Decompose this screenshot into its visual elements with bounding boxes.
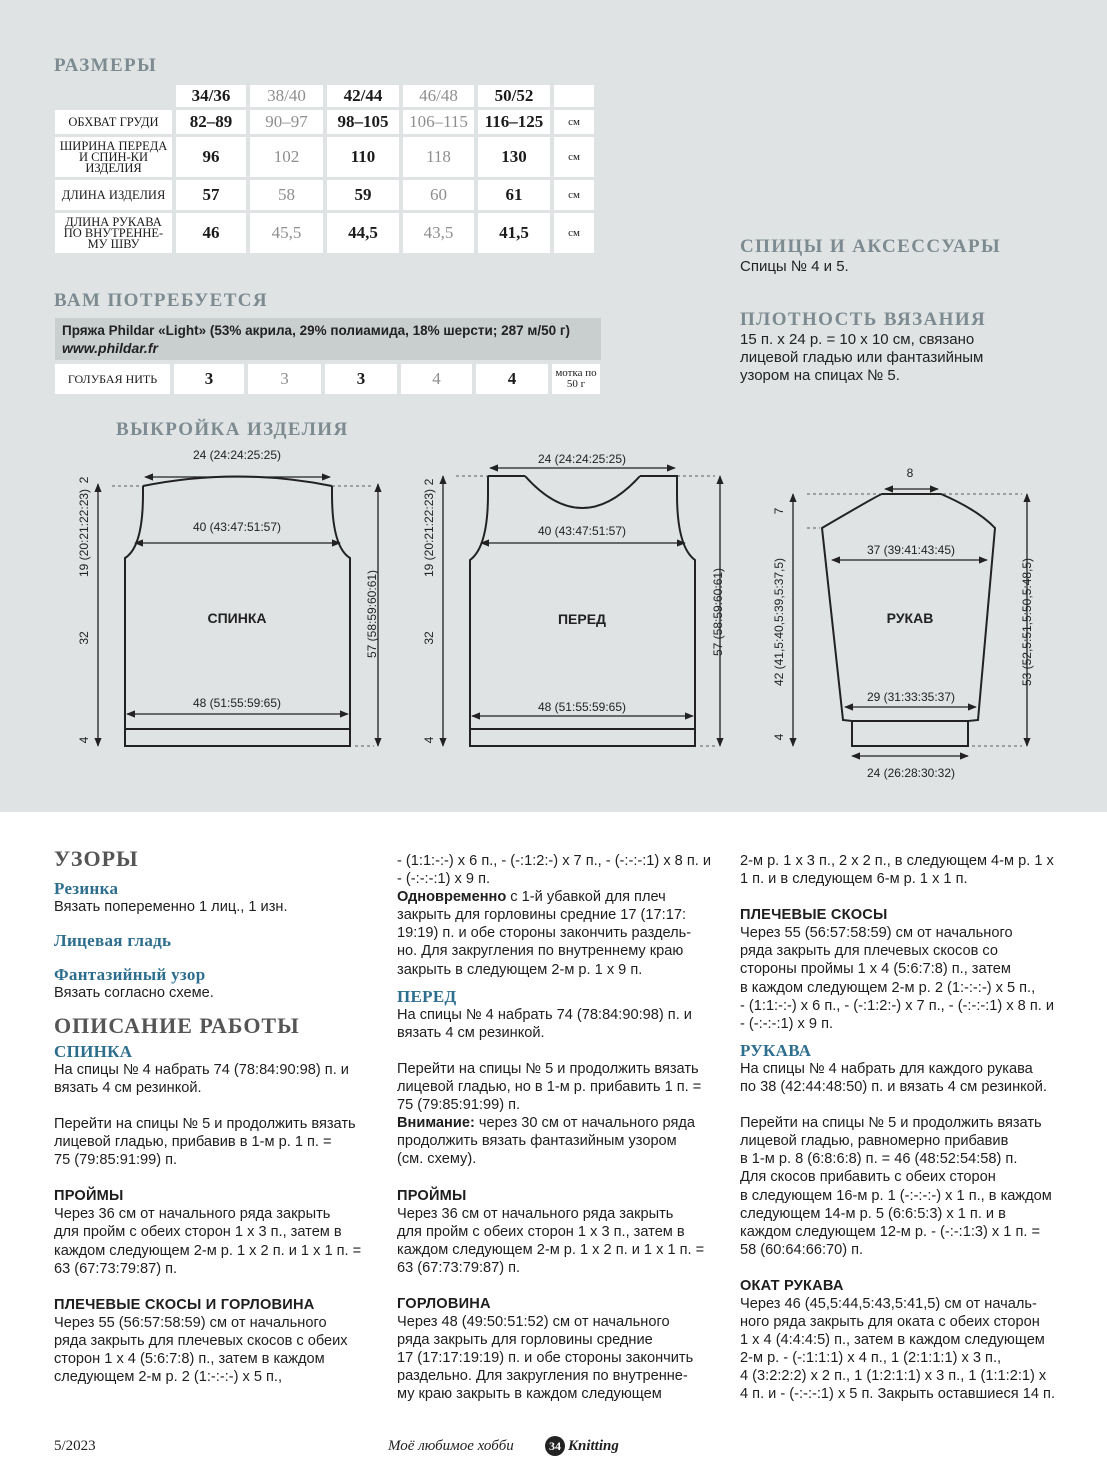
needles-title: СПИЦЫ И АКСЕССУАРЫ bbox=[740, 236, 1002, 257]
text-line: раздельно. Для закругления по внутренне- bbox=[397, 1368, 688, 1385]
text-line: 1 п. и в следующем 6-м р. 1 х 1 п. bbox=[740, 871, 968, 888]
cell: 118 bbox=[403, 137, 474, 177]
proimy-title: ПРОЙМЫ bbox=[397, 1187, 467, 1204]
text-line: ряда закрыть для плечевых скосов с обеих bbox=[54, 1332, 348, 1349]
sizes-title: РАЗМЕРЫ bbox=[54, 55, 158, 76]
needles-text: Спицы № 4 и 5. bbox=[740, 258, 849, 275]
section-opisanie: ОПИСАНИЕ РАБОТЫ bbox=[54, 1012, 300, 1038]
text-line: в каждом следующем 2-м р. 2 (1:-:-:-) х 5 п., bbox=[740, 979, 1036, 996]
yarn-cell: 4 bbox=[476, 364, 548, 394]
pattern-diagram bbox=[0, 440, 1107, 800]
text-line: 63 (67:73:79:87) п. bbox=[54, 1260, 178, 1277]
gorlovina-title: ГОРЛОВИНА bbox=[397, 1295, 491, 1312]
cell: 59 bbox=[327, 180, 399, 210]
text-line: в 1-м р. 8 (6:8:6:8) п. = 46 (48:52:54:58) п. bbox=[740, 1151, 1018, 1168]
brand: Knitting bbox=[568, 1438, 619, 1454]
emphasis: Одновременно bbox=[397, 889, 507, 906]
column-1 bbox=[54, 846, 384, 1386]
okat-title: ОКАТ РУКАВА bbox=[740, 1277, 844, 1294]
gauge-line: узором на спицах № 5. bbox=[740, 367, 900, 384]
front-v4: 4 bbox=[422, 736, 436, 744]
text-line: вязать 4 см резинкой. bbox=[54, 1079, 202, 1096]
front-v2: 2 bbox=[422, 478, 436, 486]
cell: 110 bbox=[327, 137, 399, 177]
size-header-blank bbox=[554, 85, 594, 107]
text-line: для пройм с обеих сторон 1 х 3 п., затем в bbox=[397, 1223, 685, 1240]
text-line: - (-:-:-:1) х 9 п. bbox=[397, 871, 491, 888]
cell: 57 bbox=[176, 180, 246, 210]
text-line: Через 46 (45,5:44,5:43,5:41,5) см от началь- bbox=[740, 1295, 1037, 1312]
sleeve-name: РУКАВ bbox=[886, 610, 934, 626]
text-line: сторон 1 х 4 (5:6:7:8) п., затем в каждом bbox=[54, 1350, 325, 1367]
text-line: ряда закрыть для горловины средние bbox=[397, 1332, 653, 1349]
yarn-cell: 3 bbox=[174, 364, 244, 394]
text-line: вязать 4 см резинкой. bbox=[397, 1024, 545, 1041]
needs-title: ВАМ ПОТРЕБУЕТСЯ bbox=[54, 290, 269, 311]
sleeve-top-label: 8 bbox=[906, 466, 914, 480]
back-bottom-label: 48 (51:55:59:65) bbox=[192, 696, 282, 710]
yarn-box bbox=[55, 318, 601, 360]
text-line: лицевой гладью, но в 1-м р. прибавить 1 п. = bbox=[397, 1079, 702, 1096]
sleeve-v53: 53 (52,5:51,5:50,5:48,5) bbox=[1020, 557, 1034, 687]
cell: 43,5 bbox=[403, 213, 474, 253]
issue-date: 5/2023 bbox=[54, 1438, 96, 1454]
text-line: На спицы № 4 набрать для каждого рукава bbox=[740, 1060, 1033, 1077]
text-line: каждом следующем 12-м р. - (-:-:1:3) х 1 п. = bbox=[740, 1223, 1040, 1240]
shoulder-title: ПЛЕЧЕВЫЕ СКОСЫ bbox=[740, 907, 888, 924]
cell: 130 bbox=[478, 137, 550, 177]
fantasy-title: Фантазийный узор bbox=[54, 965, 206, 985]
unit: см bbox=[554, 180, 594, 210]
section-uzory: УЗОРЫ bbox=[54, 846, 139, 871]
sleeve-v4: 4 bbox=[772, 733, 786, 741]
cell: 61 bbox=[478, 180, 550, 210]
sleeve-v42: 42 (41,5:40,5:39,5:37,5) bbox=[772, 557, 786, 687]
text-line: закрыть для горловины средние 17 (17:17: bbox=[397, 907, 686, 924]
cell: 90–97 bbox=[250, 110, 323, 134]
back-chest-label: 40 (43:47:51:57) bbox=[192, 520, 282, 534]
yarn-link[interactable]: www.phildar.fr bbox=[62, 340, 158, 356]
cell: 116–125 bbox=[478, 110, 550, 134]
pered-title: ПЕРЕД bbox=[397, 986, 457, 1006]
text-line: 75 (79:85:91:99) п. bbox=[54, 1152, 178, 1169]
sleeve-cuff-label: 24 (26:28:30:32) bbox=[866, 766, 956, 780]
cell: 46 bbox=[176, 213, 246, 253]
text-line: Через 55 (56:57:58:59) см от начального bbox=[740, 925, 1013, 942]
text-line: лицевой гладью, прибавив в 1-м р. 1 п. = bbox=[54, 1134, 332, 1151]
size-header: 42/44 bbox=[327, 85, 399, 107]
cell: 96 bbox=[176, 137, 246, 177]
yarn-unit: мотка по 50 г bbox=[552, 364, 600, 394]
licevaya-title: Лицевая гладь bbox=[54, 931, 172, 951]
gauge-title: ПЛОТНОСТЬ ВЯЗАНИЯ bbox=[740, 309, 987, 330]
text-line: (см. схему). bbox=[397, 1151, 477, 1168]
rezinka-text: Вязать попеременно 1 лиц., 1 изн. bbox=[54, 899, 288, 916]
yarn-cell: 3 bbox=[248, 364, 321, 394]
text-line: - (1:1:-:-) х 6 п., - (-:1:2:-) х 7 п., - (-:-:-:1) х 8 п. и bbox=[397, 853, 712, 869]
front-v32: 32 bbox=[422, 631, 436, 645]
front-top-label: 24 (24:24:25:25) bbox=[537, 452, 627, 466]
front-chest-label: 40 (43:47:51:57) bbox=[537, 524, 627, 538]
size-header: 46/48 bbox=[403, 85, 474, 107]
back-v19: 19 (20:21:22:23) bbox=[77, 488, 91, 578]
cell: 60 bbox=[403, 180, 474, 210]
back-top-label: 24 (24:24:25:25) bbox=[192, 448, 282, 462]
column-3 bbox=[740, 852, 1080, 1404]
back-v57: 57 (58:59:60:61) bbox=[365, 569, 379, 659]
text-line: закрыть в следующем 2-м р. 1 х 9 п. bbox=[397, 961, 643, 978]
back-v2: 2 bbox=[77, 476, 91, 484]
text-line: Для скосов прибавить с обеих сторон bbox=[740, 1169, 996, 1186]
text-line: Через 36 см от начального ряда закрыть bbox=[54, 1206, 331, 1223]
row-label: ДЛИНА ИЗДЕЛИЯ bbox=[55, 180, 172, 210]
shoulder-neck-title: ПЛЕЧЕВЫЕ СКОСЫ И ГОРЛОВИНА bbox=[54, 1296, 315, 1313]
text-line: каждом следующем 2-м р. 1 х 2 п. и 1 х 1 п. = bbox=[397, 1241, 705, 1258]
text-line: следующем 2-м р. 2 (1:-:-:-) х 5 п., bbox=[54, 1369, 283, 1386]
cell: 44,5 bbox=[327, 213, 399, 253]
cell: 45,5 bbox=[250, 213, 323, 253]
text-line: Перейти на спицы № 5 и продолжить вязать bbox=[54, 1115, 356, 1132]
page-number: 34 bbox=[545, 1436, 565, 1456]
back-v32: 32 bbox=[77, 631, 91, 645]
pattern-title: ВЫКРОЙКА ИЗДЕЛИЯ bbox=[116, 419, 349, 440]
text-line: Перейти на спицы № 5 и продолжить вязать bbox=[740, 1115, 1042, 1132]
text-line: каждом следующем 2-м р. 1 х 2 п. и 1 х 1 п. = bbox=[54, 1242, 362, 1259]
row-label: ШИРИНА ПЕРЕДА И СПИН-КИ ИЗДЕЛИЯ bbox=[55, 137, 172, 177]
text-line: для пройм с обеих сторон 1 х 3 п., затем в bbox=[54, 1224, 342, 1241]
rezinka-title: Резинка bbox=[54, 879, 119, 899]
cell: 106–115 bbox=[403, 110, 474, 134]
unit: см bbox=[554, 213, 594, 253]
text-line: но. Для закругления по внутреннему краю bbox=[397, 943, 684, 960]
emphasis: Внимание: bbox=[397, 1115, 475, 1132]
size-header: 50/52 bbox=[478, 85, 550, 107]
gauge-line: лицевой гладью или фантазийным bbox=[740, 349, 984, 366]
text-line: продолжить вязать фантазийным узором bbox=[397, 1133, 677, 1150]
cell: 102 bbox=[250, 137, 323, 177]
sleeve-v7: 7 bbox=[772, 507, 786, 515]
cell: 58 bbox=[250, 180, 323, 210]
front-bottom-label: 48 (51:55:59:65) bbox=[537, 700, 627, 714]
proimy-title: ПРОЙМЫ bbox=[54, 1188, 124, 1205]
text-line: Через 36 см от начального ряда закрыть bbox=[397, 1205, 674, 1222]
yarn-description: Пряжа Phildar «Light» (53% акрила, 29% полиамида, 18% шерсти; 287 м/50 г) bbox=[62, 323, 570, 338]
magazine-name: Моё любимое хобби bbox=[388, 1438, 514, 1454]
text-line: Через 48 (49:50:51:52) см от начального bbox=[397, 1314, 670, 1331]
front-v57: 57 (58:59:60:61) bbox=[711, 567, 725, 657]
text-line: ного ряда закрыть для оката с обеих сторон bbox=[740, 1314, 1040, 1331]
cell: 41,5 bbox=[478, 213, 550, 253]
text-line: через 30 см от начального ряда bbox=[474, 1115, 695, 1132]
text-line: 75 (79:85:91:99) п. bbox=[397, 1097, 521, 1114]
text-line: Перейти на спицы № 5 и продолжить вязать bbox=[397, 1060, 699, 1077]
cell: 98–105 bbox=[327, 110, 399, 134]
text-line: по 38 (42:44:48:50) п. и вязать 4 см резинкой. bbox=[740, 1079, 1048, 1096]
back-name: СПИНКА bbox=[207, 610, 267, 626]
text-line: в следующем 16-м р. 1 (-:-:-:-) х 1 п., в каждом bbox=[740, 1187, 1052, 1204]
text-line: следующем 14-м р. 5 (6:6:5:3) х 1 п. и в bbox=[740, 1205, 1006, 1222]
row-label: ОБХВАТ ГРУДИ bbox=[55, 110, 172, 134]
text-line: с 1-й убавкой для плеч bbox=[506, 889, 666, 906]
text-line: 4 (3:2:2:2) х 2 п., 1 (1:2:1:1) х 3 п., 1 (1:1:2:1) х bbox=[740, 1368, 1047, 1385]
unit: см bbox=[554, 137, 594, 177]
sleeve-lower-label: 29 (31:33:35:37) bbox=[866, 690, 956, 704]
text-line: 17 (17:17:19:19) п. и обе стороны закончить bbox=[397, 1350, 694, 1367]
text-line: 19:19) п. и обе стороны закончить раздель- bbox=[397, 925, 692, 942]
text-line: 63 (67:73:79:87) п. bbox=[397, 1259, 521, 1276]
text-line: ряда закрыть для плечевых скосов со bbox=[740, 943, 998, 960]
text-line: 58 (60:64:66:70) п. bbox=[740, 1241, 864, 1258]
column-2 bbox=[397, 852, 727, 1404]
sleeve-upper-label: 37 (39:41:43:45) bbox=[866, 543, 956, 557]
text-line: стороны проймы 1 х 4 (5:6:7:8) п., затем bbox=[740, 961, 1011, 978]
text-line: му краю закрыть в каждом следующем bbox=[397, 1386, 662, 1403]
fantasy-text: Вязать согласно схеме. bbox=[54, 985, 214, 1002]
size-header: 38/40 bbox=[250, 85, 323, 107]
text-line: - (1:1:-:-) х 6 п., - (-:1:2:-) х 7 п., - (-:-:-:1) х 8 п. и bbox=[740, 997, 1055, 1014]
row-label: ДЛИНА РУКАВА ПО ВНУТРЕННЕ-МУ ШВУ bbox=[55, 213, 172, 253]
gauge-line: 15 п. х 24 р. = 10 х 10 см, связано bbox=[740, 331, 975, 348]
text-line: 4 п. и - (-:-:-:1) х 5 п. Закрыть оставшиеся 14 п. bbox=[740, 1386, 1056, 1403]
text-line: 1 х 4 (4:4:4:5) п., затем в каждом следующем bbox=[740, 1332, 1045, 1349]
text-line: лицевой гладью, равномерно прибавив bbox=[740, 1133, 1009, 1150]
cell: 82–89 bbox=[176, 110, 246, 134]
size-header: 34/36 bbox=[176, 85, 246, 107]
text-line: На спицы № 4 набрать 74 (78:84:90:98) п. и bbox=[54, 1061, 349, 1078]
text-line: 2-м р. - (-:1:1:1) х 4 п., 1 (2:1:1:1) х 3 п., bbox=[740, 1350, 1002, 1367]
spinka-title: СПИНКА bbox=[54, 1041, 133, 1061]
back-v4: 4 bbox=[77, 736, 91, 744]
text-line: Через 55 (56:57:58:59) см от начального bbox=[54, 1314, 327, 1331]
front-name: ПЕРЕД bbox=[557, 611, 607, 627]
text-line: 2-м р. 1 х 3 п., 2 х 2 п., в следующем 4-м р. 1 х bbox=[740, 853, 1054, 869]
rukava-title: РУКАВА bbox=[740, 1040, 812, 1060]
text-line: - (-:-:-:1) х 9 п. bbox=[740, 1015, 834, 1032]
unit: см bbox=[554, 110, 594, 134]
text-line: На спицы № 4 набрать 74 (78:84:90:98) п. и bbox=[397, 1006, 692, 1023]
yarn-cell: 3 bbox=[325, 364, 397, 394]
front-v19: 19 (20:21:22:23) bbox=[422, 488, 436, 578]
yarn-cell: 4 bbox=[401, 364, 472, 394]
yarn-row-label: ГОЛУБАЯ НИТЬ bbox=[55, 364, 170, 394]
